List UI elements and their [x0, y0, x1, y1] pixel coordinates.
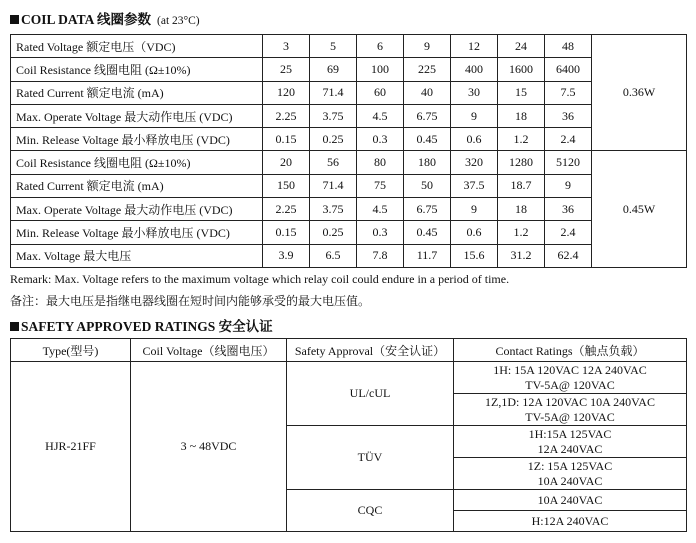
- row-label: Max. Operate Voltage 最大动作电压 (VDC): [11, 104, 263, 127]
- rating-line: 12A 240VAC: [537, 441, 603, 456]
- table-cell: 7.5: [545, 81, 592, 104]
- header-coil-voltage: Coil Voltage（线圈电压）: [131, 339, 287, 362]
- table-cell: 1280: [498, 151, 545, 174]
- row-label: Min. Release Voltage 最小释放电压 (VDC): [11, 128, 263, 151]
- table-cell: 3.75: [310, 104, 357, 127]
- table-cell: 3.75: [310, 198, 357, 221]
- table-cell: 1.2: [498, 128, 545, 151]
- table-cell: 71.4: [310, 174, 357, 197]
- table-cell: 15: [498, 81, 545, 104]
- table-cell: 80: [357, 151, 404, 174]
- contact-rating: [454, 426, 687, 458]
- table-cell: 4.5: [357, 104, 404, 127]
- row-label: Max. Operate Voltage 最大动作电压 (VDC): [11, 198, 263, 221]
- table-row: [11, 198, 687, 221]
- table-cell: 1.2: [498, 221, 545, 244]
- table-cell: 18: [498, 198, 545, 221]
- rating-line: 1Z,1D: 12A 120VAC 10A 240VAC: [485, 394, 655, 409]
- header-safety-approval: Safety Approval（安全认证）: [287, 339, 454, 362]
- rating-line: 1Z: 15A 125VAC: [527, 458, 613, 473]
- safety-heading: [10, 315, 273, 335]
- table-row: [11, 58, 687, 81]
- table-cell: 3: [263, 35, 310, 58]
- table-cell: 6: [357, 35, 404, 58]
- table-cell: 0.15: [263, 221, 310, 244]
- table-cell: 120: [263, 81, 310, 104]
- row-label: Rated Current 额定电流 (mA): [11, 174, 263, 197]
- table-cell: 2.25: [263, 198, 310, 221]
- table-cell: 25: [263, 58, 310, 81]
- table-cell: 71.4: [310, 81, 357, 104]
- coil-power-group2: 0.45W: [592, 151, 687, 267]
- table-cell: 0.45: [404, 128, 451, 151]
- table-cell: 0.3: [357, 221, 404, 244]
- row-label: Coil Resistance 线圈电阻 (Ω±10%): [11, 151, 263, 174]
- table-row: [11, 362, 687, 394]
- table-cell: 9: [451, 104, 498, 127]
- row-label: Max. Voltage 最大电压: [11, 244, 263, 267]
- table-cell: 40: [404, 81, 451, 104]
- safety-ratings-table: [10, 338, 687, 532]
- remark-english: Remark: Max. Voltage refers to the maximum voltage which relay coil could endure in a period of time.: [10, 272, 510, 286]
- table-cell: 5120: [545, 151, 592, 174]
- row-label: Min. Release Voltage 最小释放电压 (VDC): [11, 221, 263, 244]
- safety-title: SAFETY APPROVED RATINGS 安全认证: [21, 319, 273, 334]
- contact-rating: [454, 458, 687, 490]
- rating-line: TV-5A@ 120VAC: [525, 409, 615, 424]
- table-cell: 0.45: [404, 221, 451, 244]
- table-cell: 0.25: [310, 221, 357, 244]
- table-cell: 0.15: [263, 128, 310, 151]
- contact-rating: H:12A 240VAC: [454, 511, 687, 532]
- table-row: [11, 128, 687, 151]
- rating-line: 1H:15A 125VAC: [528, 426, 612, 441]
- rating-line: TV-5A@ 120VAC: [525, 377, 615, 392]
- table-cell: 60: [357, 81, 404, 104]
- table-cell: 50: [404, 174, 451, 197]
- table-cell: 180: [404, 151, 451, 174]
- table-cell: 400: [451, 58, 498, 81]
- table-cell: 18.7: [498, 174, 545, 197]
- table-header-row: [11, 339, 687, 362]
- table-cell: 320: [451, 151, 498, 174]
- coil-power-group1: 0.36W: [592, 35, 687, 151]
- table-row: [11, 244, 687, 267]
- table-cell: 2.4: [545, 128, 592, 151]
- table-cell: 5: [310, 35, 357, 58]
- approval-ul: UL/cUL: [287, 362, 454, 426]
- table-cell: 9: [404, 35, 451, 58]
- contact-rating: 10A 240VAC: [454, 490, 687, 511]
- table-cell: 12: [451, 35, 498, 58]
- contact-rating: [454, 394, 687, 426]
- table-cell: 9: [545, 174, 592, 197]
- table-cell: 6400: [545, 58, 592, 81]
- row-label: Rated Current 额定电流 (mA): [11, 81, 263, 104]
- table-cell: 6.5: [310, 244, 357, 267]
- table-cell: 11.7: [404, 244, 451, 267]
- coil-data-table: [10, 34, 687, 268]
- table-cell: 48: [545, 35, 592, 58]
- table-cell: 37.5: [451, 174, 498, 197]
- row-label: Coil Resistance 线圈电阻 (Ω±10%): [11, 58, 263, 81]
- rating-line: 10A 240VAC: [537, 473, 603, 488]
- table-cell: 20: [263, 151, 310, 174]
- table-row: [11, 174, 687, 197]
- table-row: [11, 104, 687, 127]
- table-cell: 9: [451, 198, 498, 221]
- table-cell: 6.75: [404, 198, 451, 221]
- table-cell: 18: [498, 104, 545, 127]
- square-bullet-icon: [10, 322, 19, 331]
- table-cell: 1600: [498, 58, 545, 81]
- table-cell: 6.75: [404, 104, 451, 127]
- coil-data-heading: [10, 8, 200, 28]
- table-cell: 0.25: [310, 128, 357, 151]
- relay-type: HJR-21FF: [11, 362, 131, 532]
- table-cell: 36: [545, 198, 592, 221]
- table-row: [11, 35, 687, 58]
- table-cell: 225: [404, 58, 451, 81]
- approval-tuv: TÜV: [287, 426, 454, 490]
- table-cell: 100: [357, 58, 404, 81]
- table-cell: 75: [357, 174, 404, 197]
- table-cell: 69: [310, 58, 357, 81]
- row-label: Rated Voltage 额定电压（VDC): [11, 35, 263, 58]
- table-cell: 0.6: [451, 128, 498, 151]
- table-cell: 36: [545, 104, 592, 127]
- table-cell: 24: [498, 35, 545, 58]
- table-cell: 56: [310, 151, 357, 174]
- table-cell: 0.3: [357, 128, 404, 151]
- table-cell: 4.5: [357, 198, 404, 221]
- table-cell: 2.4: [545, 221, 592, 244]
- square-bullet-icon: [10, 15, 19, 24]
- table-cell: 2.25: [263, 104, 310, 127]
- table-cell: 3.9: [263, 244, 310, 267]
- rating-line: 1H: 15A 120VAC 12A 240VAC: [493, 362, 647, 377]
- coil-data-temperature-note: (at 23°C): [157, 15, 200, 27]
- approval-cqc: CQC: [287, 490, 454, 532]
- table-row: [11, 81, 687, 104]
- table-cell: 30: [451, 81, 498, 104]
- contact-rating: [454, 362, 687, 394]
- table-cell: 15.6: [451, 244, 498, 267]
- table-cell: 62.4: [545, 244, 592, 267]
- header-type: Type(型号): [11, 339, 131, 362]
- table-cell: 0.6: [451, 221, 498, 244]
- remark-chinese: 备注：最大电压是指继电器线圈在短时间内能够承受的最大电压值。: [10, 294, 371, 308]
- table-cell: 7.8: [357, 244, 404, 267]
- coil-data-title: COIL DATA 线圈参数: [21, 12, 152, 27]
- table-cell: 31.2: [498, 244, 545, 267]
- table-row: [11, 221, 687, 244]
- table-row: [11, 151, 687, 174]
- header-contact-ratings: Contact Ratings（触点负载）: [454, 339, 687, 362]
- relay-coil-voltage: 3 ~ 48VDC: [131, 362, 287, 532]
- table-cell: 150: [263, 174, 310, 197]
